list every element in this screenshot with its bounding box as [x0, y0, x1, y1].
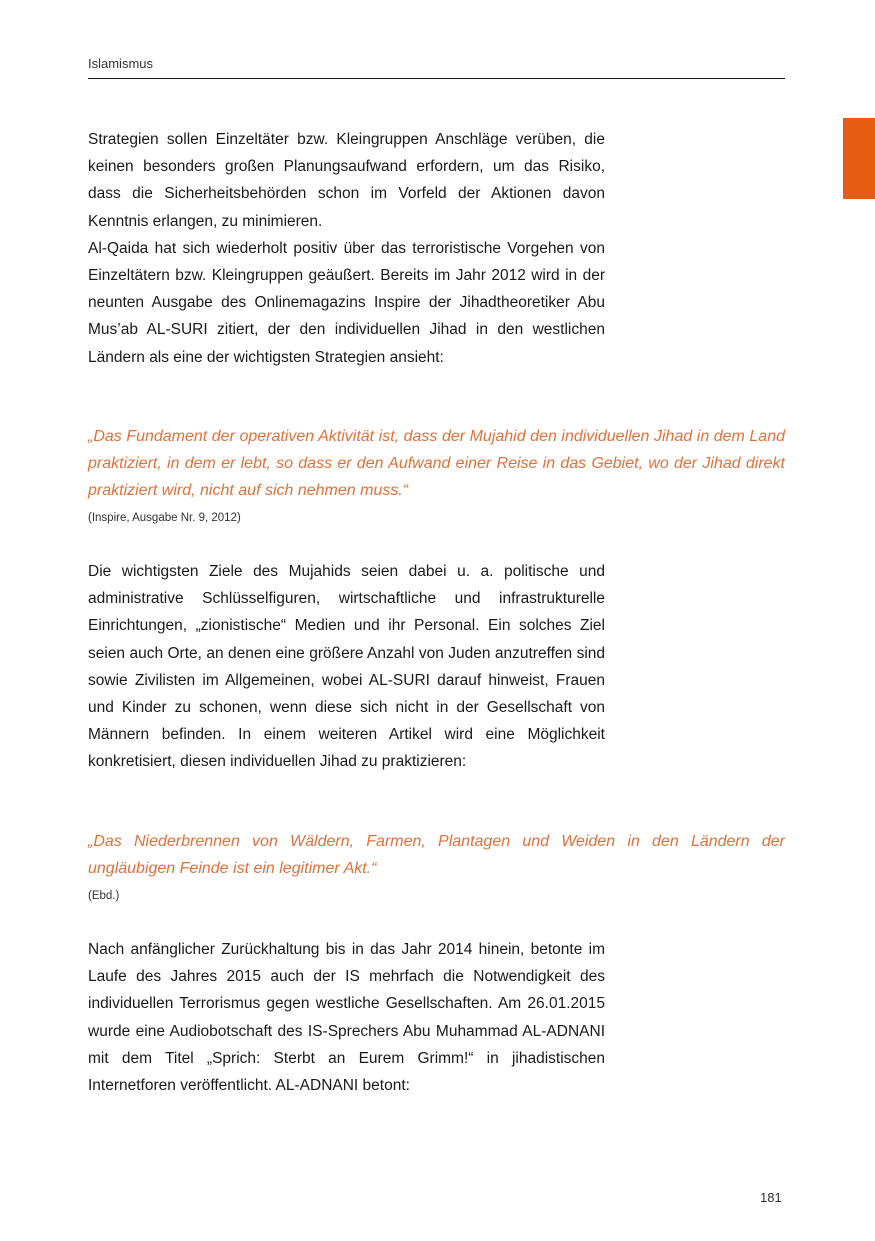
quote-2-source: (Ebd.) — [88, 890, 120, 902]
header-rule — [88, 78, 785, 79]
body-paragraph-3 — [88, 936, 605, 1099]
paragraph-text: Strategien sollen Einzeltäter bzw. Kleingruppen Anschläge verüben, die keinen besonders großen Planungsaufwand erfordern, um das Risiko, dass die Sicherheitsbehörden schon im Vorfeld der Aktionen davon Kenntnis erlangen, zu minimieren. — [88, 131, 605, 230]
quote-1-source: (Inspire, Ausgabe Nr. 9, 2012) — [88, 512, 241, 524]
chapter-tab-marker — [843, 118, 875, 199]
paragraph-text: Al-Qaida hat sich wiederholt positiv über das terroristische Vorgehen von Einzeltätern bzw. Kleingruppen geäußert. Bereits im Jahr 2012 wird in der neunten Ausgabe des Onlinemagazins Inspire der Jihadtheoretiker Abu Mus’ab AL-SURI zitiert, der den individuellen Jihad in den westlichen Ländern als eine der wichtigsten Strategien ansieht: — [88, 239, 605, 366]
page-number: 181 — [760, 1190, 782, 1205]
running-header: Islamismus — [88, 56, 154, 71]
quote-1: „Das Fundament der operativen Aktivität ist, dass der Mujahid den individuellen Jihad in dem Land praktiziert, in dem er lebt, so dass er den Aufwand einer Reise in das Gebiet, wo der Jihad direkt praktiziert wird, nicht auf sich nehmen muss.“ — [88, 428, 785, 499]
paragraph-text: Die wichtigsten Ziele des Mujahids seien dabei u. a. politische und administrative Schlüsselfiguren, wirtschaftliche und infrastrukturelle Einrichtungen, „zionistische“ Medien und ihr Personal. Ein solches Ziel seien auch Orte, an denen eine größere Anzahl von Juden anzutreffen sind sowie Zivilisten im Allgemeinen, wobei AL-SURI darauf hinweist, Frauen und Kinder zu schonen, wenn diese sich nicht in der Gesellschaft von Männern befinden. In einem weiteren Artikel wird eine Möglichkeit konkretisiert, diesen individuellen Jihad zu praktizieren: — [88, 563, 605, 771]
quote-2: „Das Niederbrennen von Wäldern, Farmen, Plantagen und Weiden in den Ländern der ungläubigen Feinde ist ein legitimer Akt.“ — [88, 833, 785, 877]
body-paragraph-1 — [88, 126, 605, 371]
body-paragraph-2 — [88, 558, 605, 776]
paragraph-text: Nach anfänglicher Zurückhaltung bis in das Jahr 2014 hinein, betonte im Laufe des Jahres 2015 auch der IS mehrfach die Notwendigkeit des individuellen Terrorismus gegen westliche Gesellschaften. Am 26.01.2015 wurde eine Audiobotschaft des IS-Sprechers Abu Muhammad AL-ADNANI mit dem Titel „Sprich: Sterbt an Eurem Grimm!“ in jihadistischen Internetforen veröffentlicht. AL-ADNANI betont: — [88, 941, 605, 1095]
